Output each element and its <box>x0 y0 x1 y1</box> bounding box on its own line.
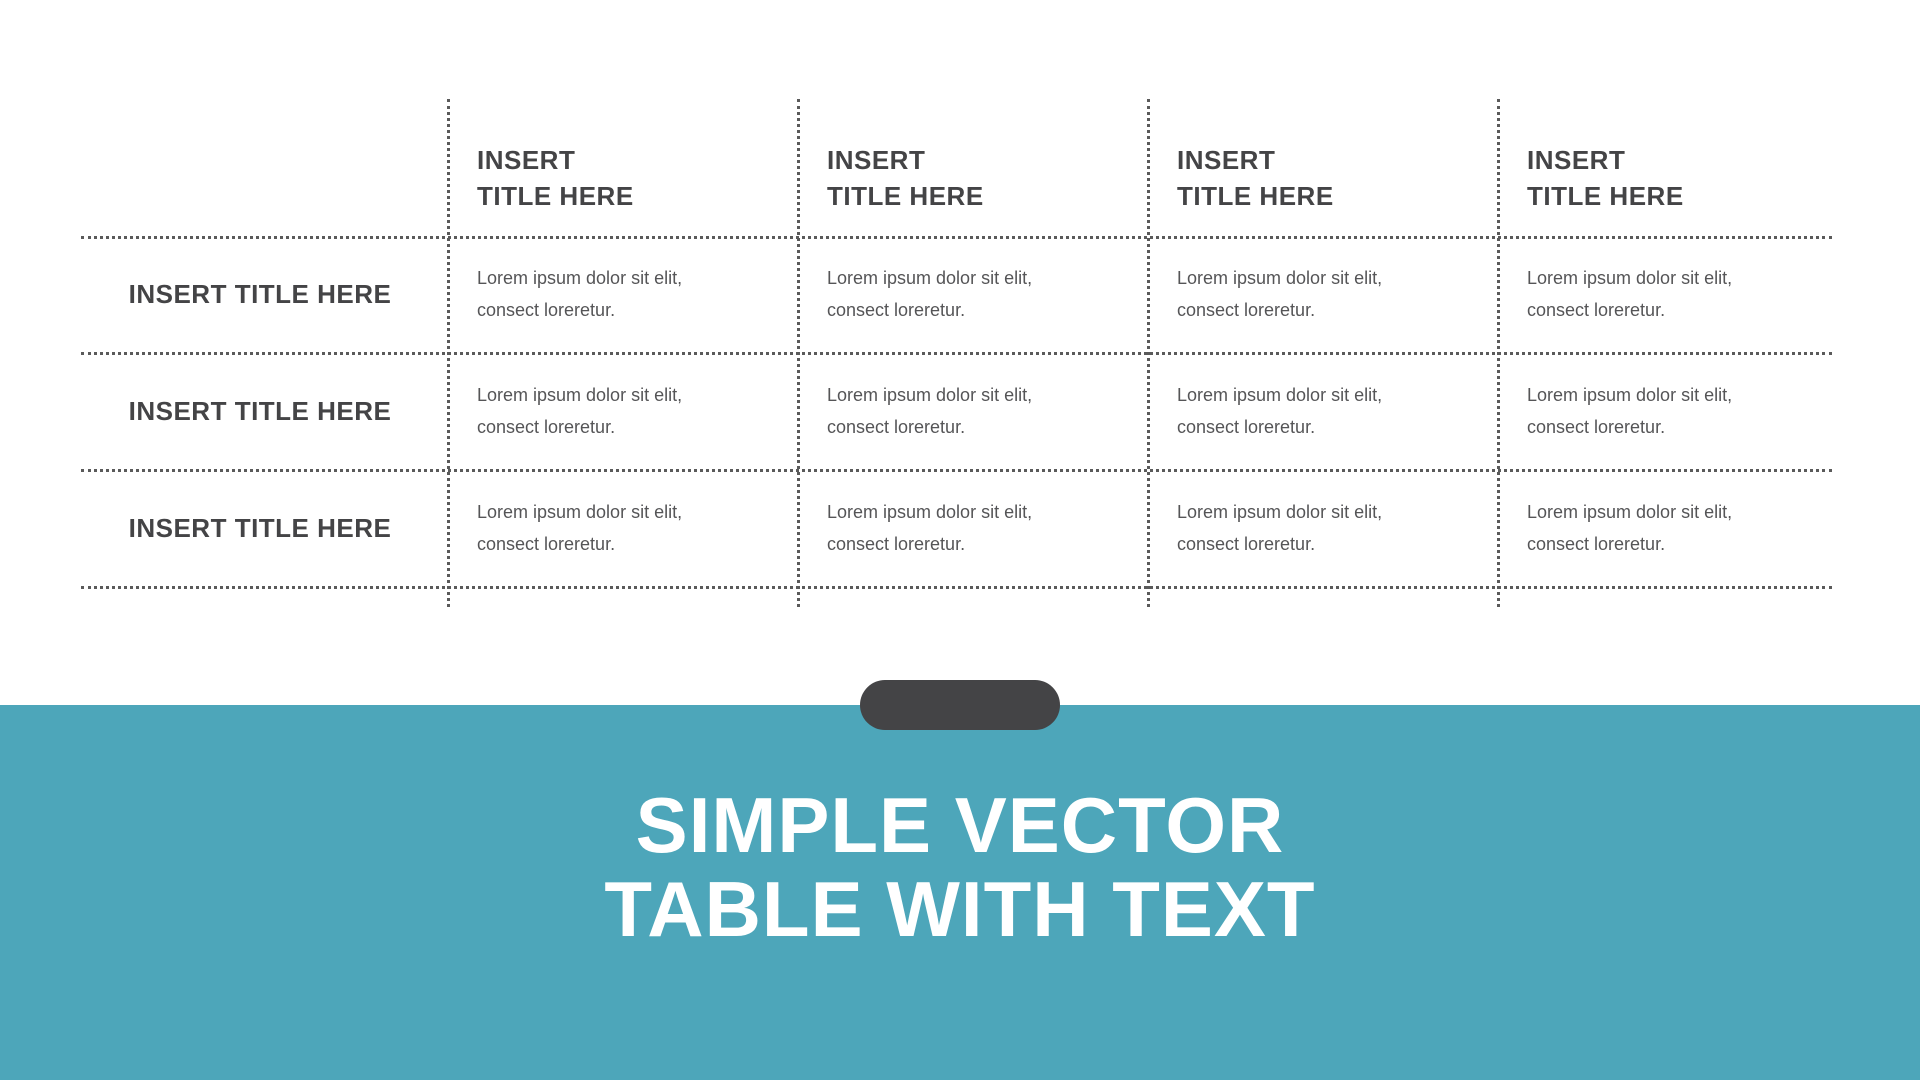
row-divider <box>81 236 1832 239</box>
table-cell <box>827 379 1147 443</box>
cell-line: Lorem ipsum dolor sit elit, <box>1177 268 1383 288</box>
column-header-line: INSERT <box>1527 145 1626 175</box>
column-header-line: INSERT <box>827 145 926 175</box>
cell-line: consect loreretur. <box>1177 534 1316 554</box>
row-title: INSERT TITLE HERE <box>128 513 392 543</box>
column-divider <box>1497 99 1500 607</box>
table-cell <box>827 262 1147 326</box>
cell-line: Lorem ipsum dolor sit elit, <box>1527 502 1733 522</box>
column-header-line: INSERT <box>477 145 576 175</box>
table-cell <box>827 496 1147 560</box>
table-cell <box>477 496 797 560</box>
column-header-line: TITLE HERE <box>827 181 984 211</box>
table-cell <box>477 379 797 443</box>
cell-line: Lorem ipsum dolor sit elit, <box>827 502 1033 522</box>
cell-line: Lorem ipsum dolor sit elit, <box>477 385 683 405</box>
cell-line: Lorem ipsum dolor sit elit, <box>827 268 1033 288</box>
column-divider <box>1147 99 1150 607</box>
column-header <box>1177 142 1497 214</box>
column-divider <box>797 99 800 607</box>
column-header-line: TITLE HERE <box>1177 181 1334 211</box>
slide-title-line: SIMPLE VECTOR <box>635 781 1285 869</box>
column-header <box>827 142 1147 214</box>
decorative-pill <box>860 680 1060 730</box>
cell-line: consect loreretur. <box>827 417 966 437</box>
cell-line: Lorem ipsum dolor sit elit, <box>1527 268 1733 288</box>
table-cell <box>1527 379 1847 443</box>
row-title: INSERT TITLE HERE <box>128 279 392 309</box>
row-divider <box>81 469 1832 472</box>
cell-line: Lorem ipsum dolor sit elit, <box>1527 385 1733 405</box>
column-header-line: INSERT <box>1177 145 1276 175</box>
cell-line: Lorem ipsum dolor sit elit, <box>477 502 683 522</box>
table-cell <box>1177 496 1497 560</box>
table-cell <box>477 262 797 326</box>
cell-line: consect loreretur. <box>1177 417 1316 437</box>
row-divider <box>81 352 1832 355</box>
slide-title <box>0 783 1920 951</box>
cell-line: consect loreretur. <box>477 417 616 437</box>
column-divider <box>447 99 450 607</box>
column-header-line: TITLE HERE <box>477 181 634 211</box>
cell-line: Lorem ipsum dolor sit elit, <box>827 385 1033 405</box>
table-cell <box>1527 262 1847 326</box>
table-cell <box>1177 262 1497 326</box>
cell-line: consect loreretur. <box>1527 300 1666 320</box>
column-header-line: TITLE HERE <box>1527 181 1684 211</box>
table-cell <box>1177 379 1497 443</box>
cell-line: consect loreretur. <box>477 534 616 554</box>
row-divider <box>81 586 1832 589</box>
cell-line: Lorem ipsum dolor sit elit, <box>1177 502 1383 522</box>
cell-line: Lorem ipsum dolor sit elit, <box>477 268 683 288</box>
cell-line: consect loreretur. <box>1527 534 1666 554</box>
table-cell <box>1527 496 1847 560</box>
cell-line: consect loreretur. <box>827 300 966 320</box>
column-header <box>1527 142 1847 214</box>
cell-line: consect loreretur. <box>477 300 616 320</box>
row-title: INSERT TITLE HERE <box>128 396 392 426</box>
column-header <box>477 142 797 214</box>
cell-line: consect loreretur. <box>827 534 966 554</box>
slide-title-line: TABLE WITH TEXT <box>604 865 1316 953</box>
cell-line: consect loreretur. <box>1177 300 1316 320</box>
cell-line: consect loreretur. <box>1527 417 1666 437</box>
cell-line: Lorem ipsum dolor sit elit, <box>1177 385 1383 405</box>
